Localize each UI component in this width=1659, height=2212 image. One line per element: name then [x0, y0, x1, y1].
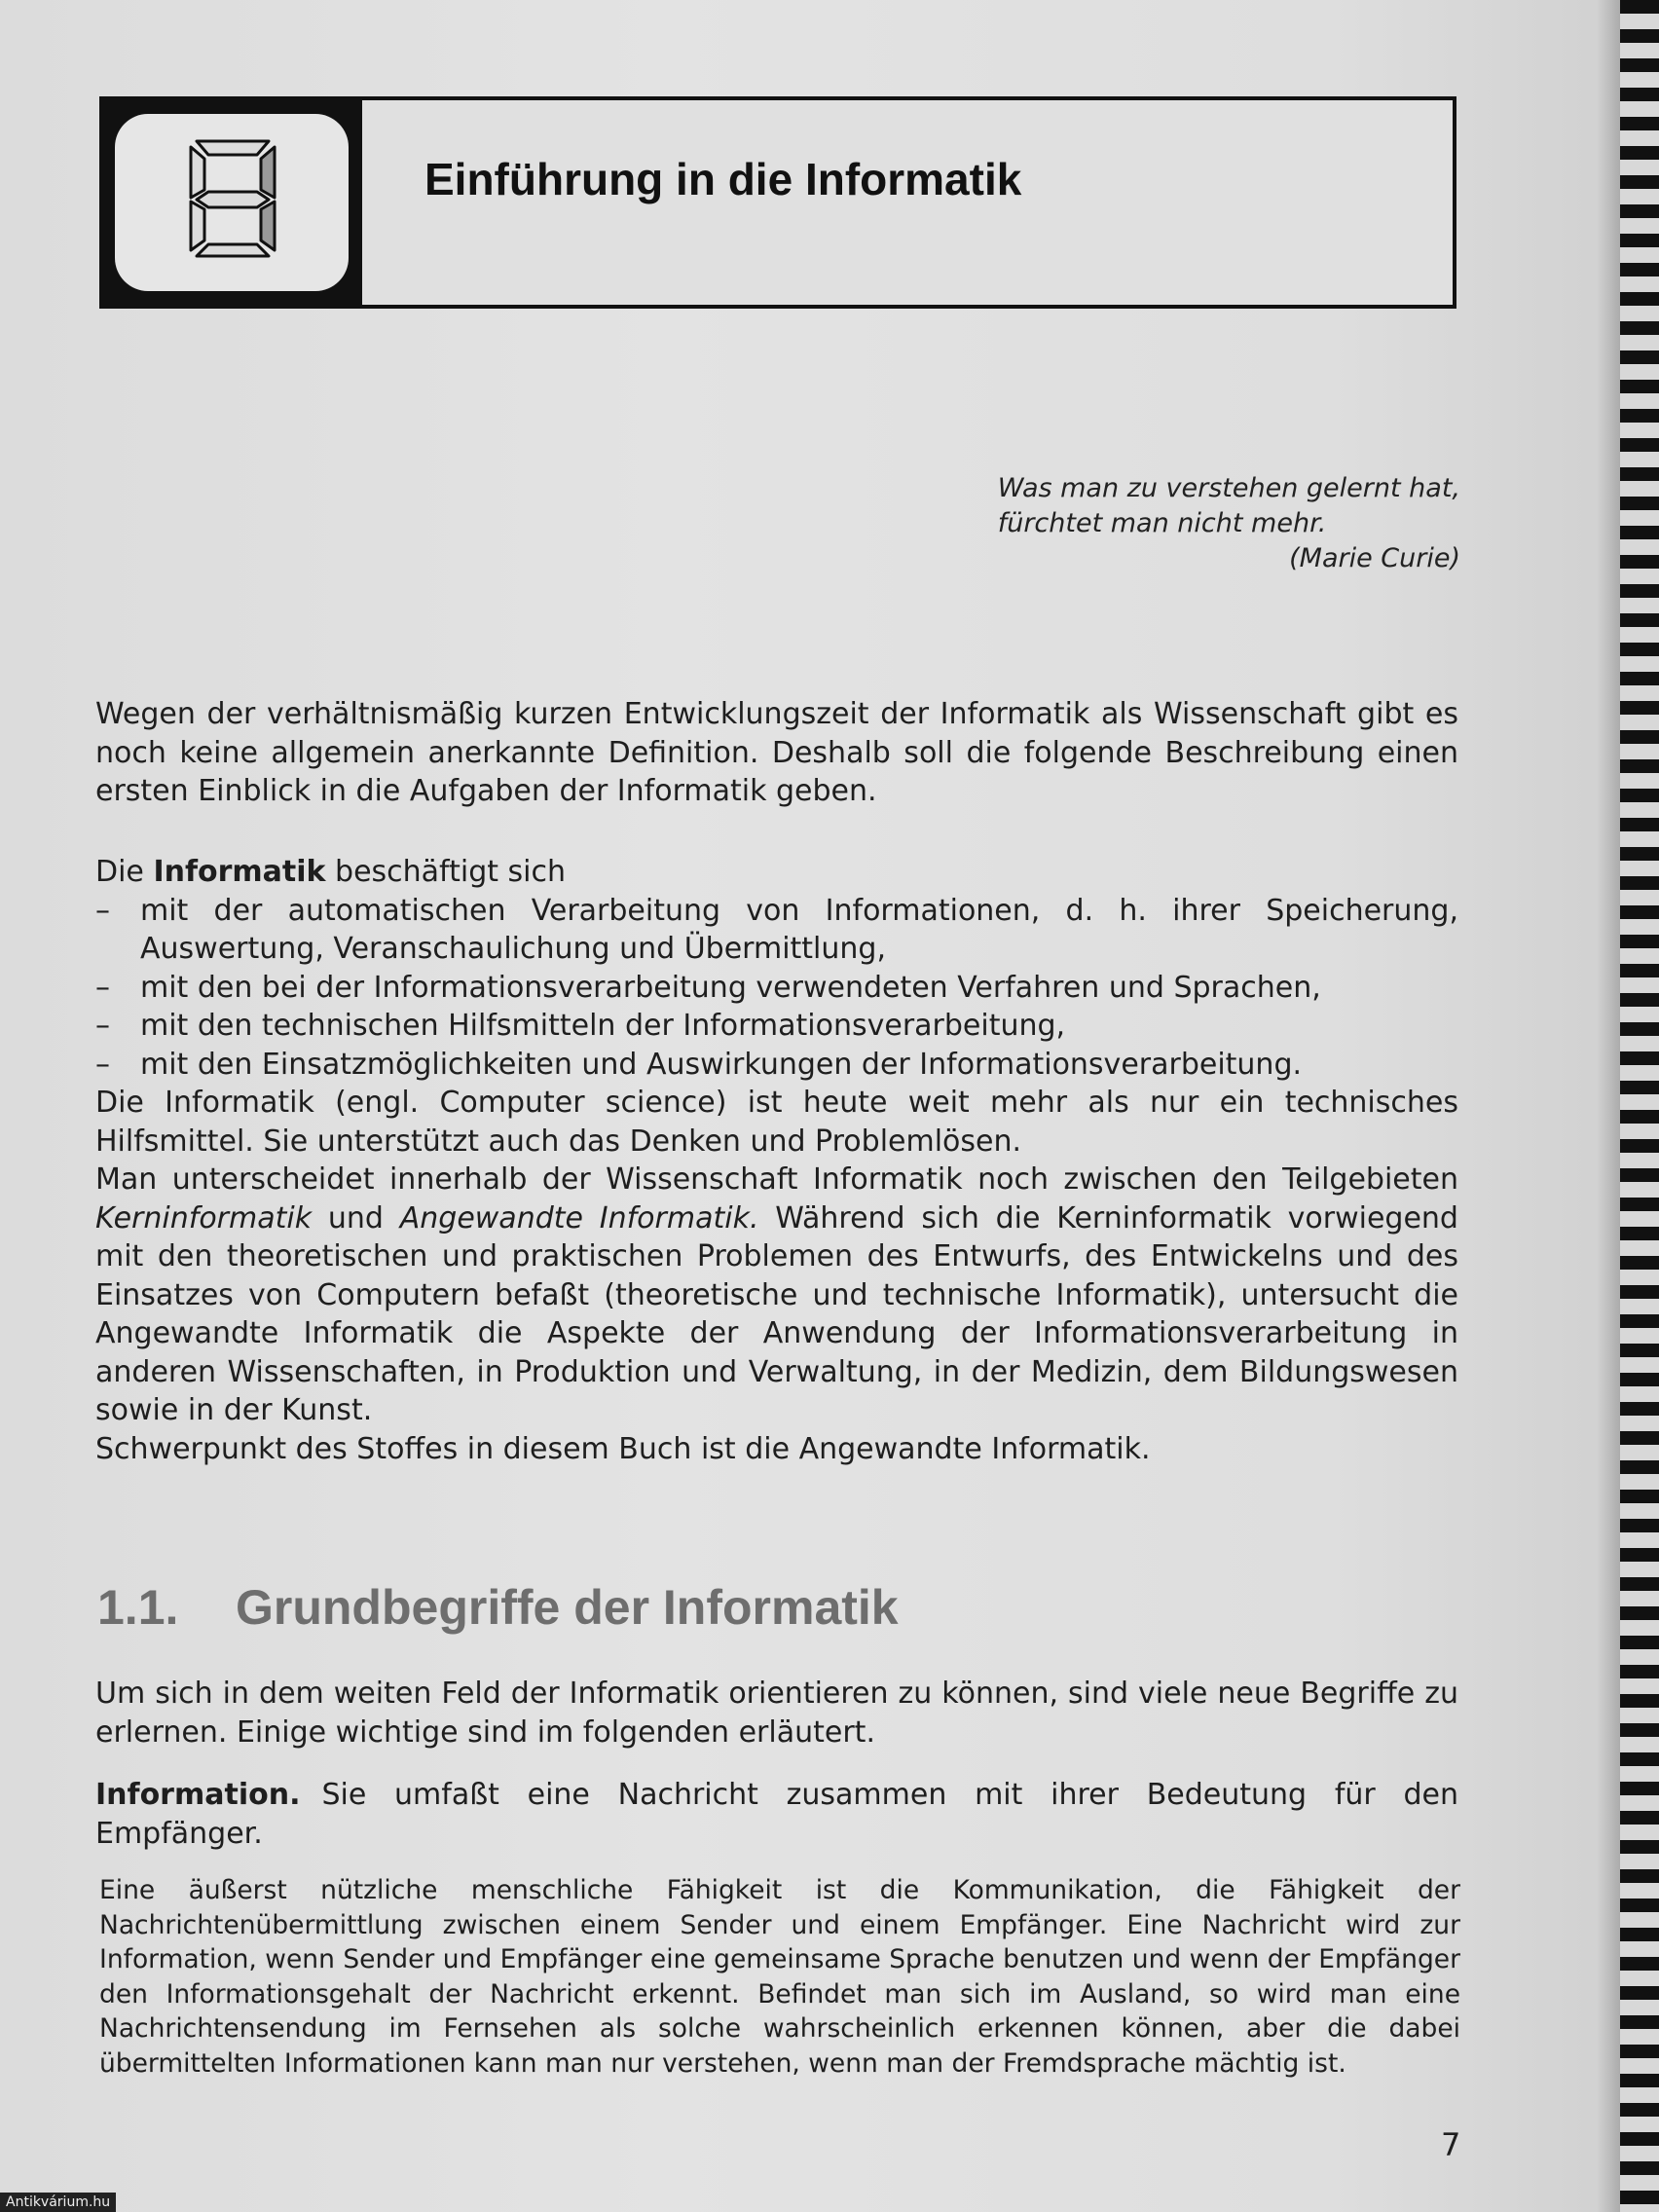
list-item: – mit den bei der Informationsverarbeitung verwendeten Verfahren und Sprachen, [95, 969, 1458, 1008]
section-title: Grundbegriffe der Informatik [236, 1580, 899, 1635]
paragraph-computer-science: Die Informatik (engl. Computer science) ist heute weit mehr als nur ein technisches Hilfsmittel. Sie unterstützt auch das Denken und Problemlösen. [95, 1086, 1458, 1159]
term-angewandte-informatik: Angewandte Informatik. [399, 1200, 759, 1235]
epigraph-line-1: Was man zu verstehen gelernt hat, [997, 473, 1460, 503]
page-number: 7 [1441, 2126, 1461, 2163]
text-span: Während sich die Kerninformatik vorwiegend mit den theoretischen und praktischen Problemen des Entwurfs, des Entwickelns und des Einsatzes von Computern befaßt (theoretische und technische Informatik), untersucht die Angewandte Informatik die Aspekte der Anwendung der Informationsverarbeitung in anderen Wissenschaften, in Produktion und Verwaltung, in der Medizin, dem Bildungswesen sowie in der Kunst. [95, 1200, 1458, 1427]
text-span: Man unterscheidet innerhalb der Wissenschaft Informatik noch zwischen den Teilgebieten [95, 1162, 1458, 1197]
intro-paragraph: Wegen der verhältnismäßig kurzen Entwicklungszeit der Informatik als Wissenschaft gibt es noch keine allgemein anerkannte Definition. Deshalb soll die folgende Beschreibung einen ersten Einblick in die Aufgaben der Informatik geben. [95, 697, 1458, 808]
paragraph-focus: Schwerpunkt des Stoffes in diesem Buch ist die Angewandte Informatik. [95, 1431, 1151, 1466]
term-name: Information. [95, 1778, 301, 1812]
definition-block [95, 853, 1458, 1468]
list-item: – mit der automatischen Verarbeitung von Informationen, d. h. ihrer Speicherung, Auswertung, Veranschaulichung und Übermittlung, [95, 892, 1458, 969]
watermark: Antikvárium.hu [0, 2193, 116, 2212]
paragraph-subfields [95, 1161, 1458, 1430]
epigraph-line-2: fürchtet man nicht mehr. [997, 508, 1327, 538]
lead-term: Informatik [153, 855, 326, 889]
section-intro: Um sich in dem weiten Feld der Informatik orientieren zu können, sind viele neue Begriffe zu erlernen. Einige wichtige sind im folgenden erläutert. [95, 1677, 1458, 1750]
text-span: und [312, 1200, 400, 1235]
term-definition [95, 1776, 1458, 1853]
lead-text: Die [95, 855, 154, 889]
section-number: 1.1. [97, 1580, 179, 1635]
epigraph-author: (Marie Curie) [1289, 543, 1460, 573]
term-kerninformatik: Kerninformatik [95, 1200, 313, 1235]
section-heading [97, 1579, 899, 1636]
definition-list [95, 892, 1458, 1085]
definition-lead [95, 853, 1458, 892]
epigraph [998, 471, 1460, 576]
chapter-number-panel [103, 100, 362, 305]
chapter-header [99, 96, 1456, 309]
list-item: – mit den Einsatzmöglichkeiten und Auswirkungen der Informationsverarbeitung. [95, 1046, 1458, 1085]
seven-segment-digit-icon [179, 135, 286, 262]
chapter-title: Einführung in die Informatik [424, 154, 1022, 204]
chapter-number-display [115, 114, 349, 291]
binding-shadow [1597, 0, 1620, 2212]
term-description: Sie umfaßt eine Nachricht zusammen mit ihrer Bedeutung für den Empfänger. [95, 1778, 1458, 1851]
explanation-paragraph: Eine äußerst nützliche menschliche Fähigkeit ist die Kommunikation, die Fähigkeit der Nachrichtenübermittlung zwischen einem Sender und einem Empfänger. Eine Nachricht wird zur Information, wenn Sender und Empfänger eine gemeinsame Sprache benutzen und wenn der Empfänger den Informationsgehalt der Nachricht erkennt. Befindet man sich im Ausland, so wird man eine Nachrichtensendung im Fernsehen als solche wahrscheinlich erkennen können, aber die dabei übermittelten Informationen kann man nur verstehen, wenn man der Fremdsprache mächtig ist. [99, 1875, 1460, 2079]
lead-text-end: beschäftigt sich [325, 855, 567, 889]
list-item: – mit den technischen Hilfsmitteln der Informationsverarbeitung, [95, 1007, 1458, 1046]
binding-edge [1620, 0, 1659, 2212]
